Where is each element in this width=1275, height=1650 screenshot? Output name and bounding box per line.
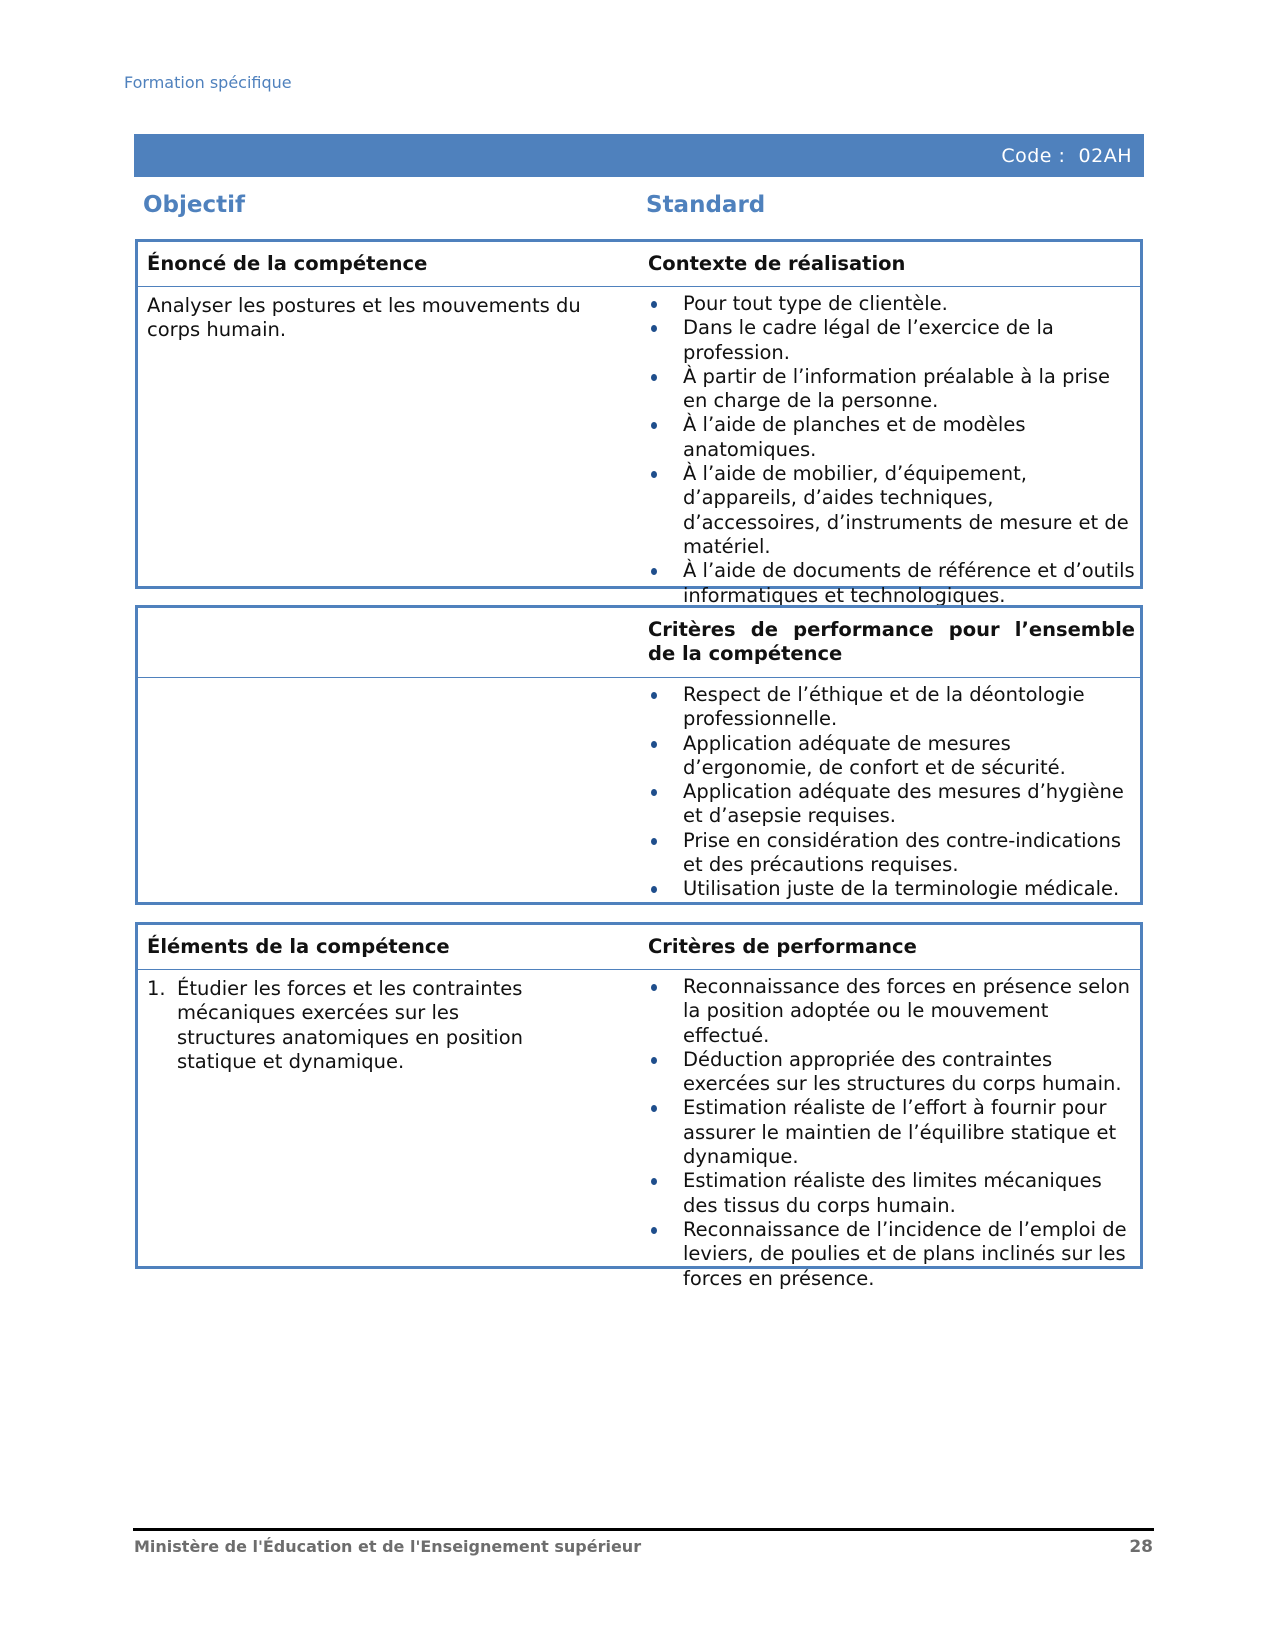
statement-header: Énoncé de la compétence xyxy=(147,252,428,275)
criteria-list xyxy=(648,975,1135,1291)
footer-publisher: Ministère de l'Éducation et de l'Enseignement supérieur xyxy=(134,1537,642,1556)
competency-statement: Analyser les postures et les mouvements du corps humain. xyxy=(147,294,581,342)
list-item: Dans le cadre légal de l’exercice de la profession. xyxy=(648,316,1135,365)
code-bar xyxy=(134,134,1144,177)
overall-criteria-header: Critères de performance pour l’ensemble de la compétence xyxy=(648,618,1135,665)
overall-criteria-table xyxy=(135,605,1143,905)
context-list xyxy=(648,292,1135,608)
elements-header: Éléments de la compétence xyxy=(147,935,450,958)
list-item: À partir de l’information préalable à la prise en charge de la personne. xyxy=(648,365,1135,414)
code-value: 02AH xyxy=(1078,144,1132,167)
criteria-header: Critères de performance xyxy=(648,935,917,958)
list-item: Respect de l’éthique et de la déontologie professionnelle. xyxy=(648,683,1135,732)
element-item xyxy=(147,977,547,1074)
list-item: À l’aide de planches et de modèles anatomiques. xyxy=(648,413,1135,462)
list-item: À l’aide de mobilier, d’équipement, d’appareils, d’aides techniques, d’accessoires, d’instruments de mesure et de matériel. xyxy=(648,462,1135,559)
running-header: Formation spécifique xyxy=(124,73,292,92)
list-item: Déduction appropriée des contraintes exercées sur les structures du corps humain. xyxy=(648,1048,1135,1097)
overall-criteria-list xyxy=(648,683,1135,902)
standard-title: Standard xyxy=(646,192,766,218)
list-item: Application adéquate de mesures d’ergonomie, de confort et de sécurité. xyxy=(648,732,1135,781)
code-separator xyxy=(1065,145,1078,167)
page-number: 28 xyxy=(1129,1537,1153,1557)
list-item: Reconnaissance de l’incidence de l’emploi de leviers, de poulies et de plans inclinés sur les forces en présence. xyxy=(648,1218,1135,1291)
elements-table xyxy=(135,922,1143,1290)
list-item: Reconnaissance des forces en présence selon la position adoptée ou le mouvement effectué. xyxy=(648,975,1135,1048)
table-header xyxy=(138,608,1140,678)
element-number: 1. xyxy=(147,977,166,1000)
context-header: Contexte de réalisation xyxy=(648,252,906,275)
element-text: Étudier les forces et les contraintes mécaniques exercées sur les structures anatomiques en position statique et dynamique. xyxy=(177,977,523,1073)
code-label: Code : xyxy=(1001,144,1066,167)
list-item: À l’aide de documents de référence et d’outils informatiques et technologiques. xyxy=(648,559,1135,608)
list-item: Estimation réaliste des limites mécaniques des tissus du corps humain. xyxy=(648,1169,1135,1218)
table-header xyxy=(138,242,1140,287)
footer-divider xyxy=(133,1528,1154,1531)
list-item: Utilisation juste de la terminologie médicale. xyxy=(648,877,1135,901)
elements-list xyxy=(147,977,547,1074)
list-item: Estimation réaliste de l’effort à fournir pour assurer le maintien de l’équilibre statique et dynamique. xyxy=(648,1096,1135,1169)
objective-title: Objectif xyxy=(143,192,246,218)
table-header xyxy=(138,925,1140,970)
list-item: Prise en considération des contre-indications et des précautions requises. xyxy=(648,829,1135,878)
competency-statement-table xyxy=(135,239,1143,607)
list-item: Pour tout type de clientèle. xyxy=(648,292,1135,316)
list-item: Application adéquate des mesures d’hygiène et d’asepsie requises. xyxy=(648,780,1135,829)
